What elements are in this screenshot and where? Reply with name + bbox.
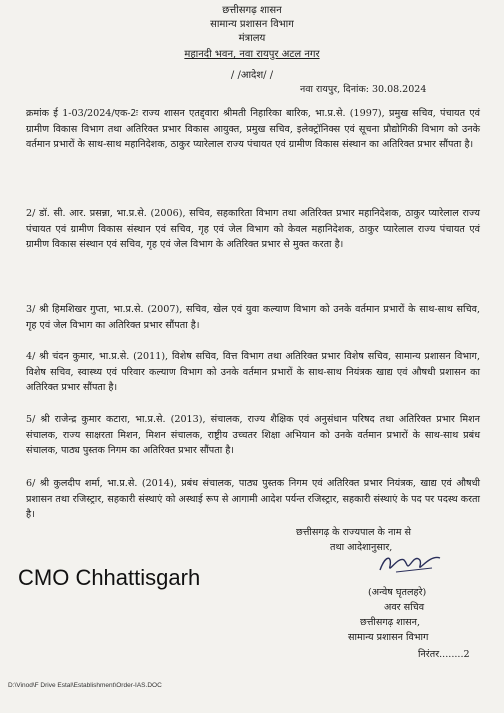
- order-date: नवा रायपुर, दिनांक: 30.08.2024: [300, 84, 427, 95]
- header-department: सामान्य प्रशासन विभाग: [210, 19, 294, 30]
- signatory-department: सामान्य प्रशासन विभाग: [348, 632, 429, 643]
- header-govt: छत्तीसगढ़ शासन: [222, 5, 282, 16]
- order-paragraph-6: 6/ श्री कुलदीप शर्मा, भा.प्र.से. (2014), प्रबंध संचालक, पाठ्य पुस्तक निगम एवं अतिरिक्त प्रभार नियंत्रक, खाद्य एवं औषधी प्रशासन तथा रजिस्ट्रार, सहकारी संस्थाएं को अस्थाई रूप से आगामी आदेश पर्यन्त रजिस्ट्रार, सहकारी संस्थाएं के पद पर पदस्थ करता है।: [26, 478, 480, 521]
- closing-line-2: तथा आदेशानुसार,: [330, 542, 393, 553]
- order-paragraph-2: 2/ डॉ. सी. आर. प्रसन्ना, भा.प्र.से. (2006), सचिव, सहकारिता विभाग तथा अतिरिक्त प्रभार महानिदेशक, ठाकुर प्यारेलाल राज्य पंचायत एवं ग्रामीण विकास संस्थान एवं सचिव, गृह एवं जेल विभाग को केवल महानिदेशक, ठाकुर प्यारेलाल राज्य पंचायत एवं ग्रामीण विकास संस्थान एवं सचिव, गृह एवं जेल विभाग के अतिरिक्त प्रभार से मुक्त करता है।: [26, 208, 480, 251]
- signatory-name: (अन्वेष घृतलहरे): [368, 587, 427, 598]
- order-paragraph-4: 4/ श्री चंदन कुमार, भा.प्र.से. (2011), विशेष सचिव, वित्त विभाग तथा अतिरिक्त प्रभार विशेष सचिव, सामान्य प्रशासन विभाग, विशेष सचिव, स्वास्थ्य एवं परिवार कल्याण विभाग को उनके वर्तमान प्रभारों के साथ-साथ नियंत्रक खाद्य एवं औषधी प्रशासन का अतिरिक्त प्रभार सौंपता है।: [26, 351, 480, 394]
- handwritten-signature: [376, 548, 444, 578]
- signatory-designation: अवर सचिव: [384, 602, 425, 613]
- footer-file-path: D:\Vinod\F Drive Estal\Establishment\Order-IAS.DOC: [8, 682, 162, 689]
- closing-line-1: छत्तीसगढ़ के राज्यपाल के नाम से: [296, 527, 412, 538]
- watermark-text: CMO Chhattisgarh: [18, 565, 201, 590]
- header-office: मंत्रालय: [238, 33, 266, 44]
- page-continued: निरंतर........2: [418, 649, 470, 660]
- order-paragraph-5: 5/ श्री राजेन्द्र कुमार कटारा, भा.प्र.से. (2013), संचालक, राज्य शैक्षिक एवं अनुसंधान परिषद तथा अतिरिक्त प्रभार मिशन संचालक, राज्य साक्षरता मिशन, मिशन संचालक, राष्ट्रीय उच्चतर शिक्षा अभियान को उनके वर्तमान प्रभारों के साथ-साथ प्रबंध संचालक, पाठ्य पुस्तक निगम का अतिरिक्त प्रभार सौंपता है।: [26, 414, 480, 457]
- header-address: महानदी भवन, नवा रायपुर अटल नगर: [184, 49, 320, 60]
- signatory-govt: छत्तीसगढ़ शासन,: [360, 617, 421, 628]
- order-paragraph-1: क्रमांक ई 1-03/2024/एक-2ः राज्य शासन एतद्द्वारा श्रीमती निहारिका बारिक, भा.प्र.से. (1997), प्रमुख सचिव, पंचायत एवं ग्रामीण विकास विभाग तथा अतिरिक्त प्रभार विकास आयुक्त, प्रमुख सचिव, इलेक्ट्रॉनिक्स एवं सूचना प्रौद्योगिकी विभाग को उनके वर्तमान प्रभारों के साथ-साथ महानिदेशक, ठाकुर प्यारेलाल राज्य पंचायत एवं ग्रामीण विकास संस्थान का अतिरिक्त प्रभार सौंपता है।: [26, 108, 480, 151]
- order-heading: / /आदेश/ /: [230, 70, 274, 81]
- order-paragraph-3: 3/ श्री हिमशिखर गुप्ता, भा.प्र.से. (2007), सचिव, खेल एवं युवा कल्याण विभाग को उनके वर्तमान प्रभारों के साथ-साथ सचिव, गृह एवं जेल विभाग का अतिरिक्त प्रभार सौंपता है।: [26, 304, 480, 331]
